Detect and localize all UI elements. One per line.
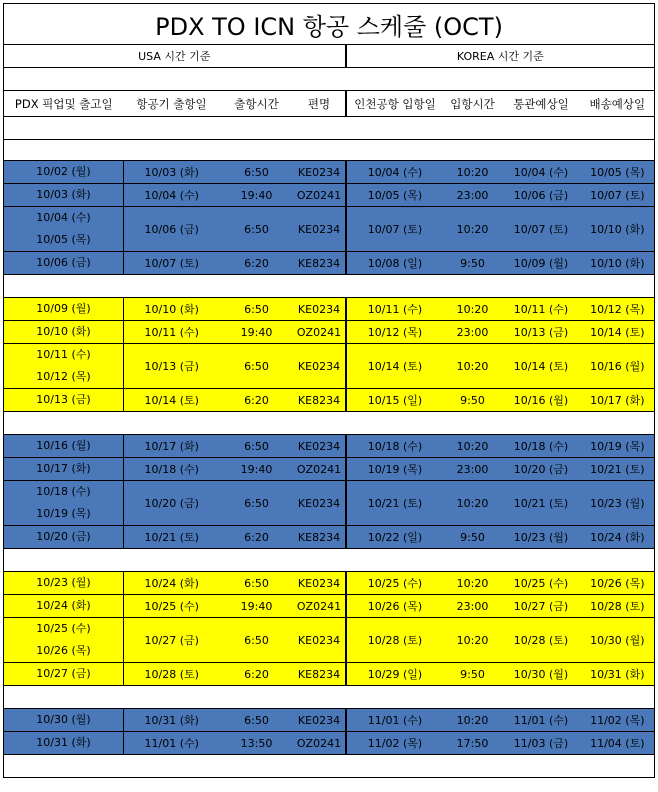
departure-date: 10/11 (수) (124, 321, 220, 344)
arrival-time: 23:00 (444, 321, 502, 344)
arrival-date: 10/29 (일) (346, 663, 444, 686)
schedule-row (4, 709, 655, 732)
pickup-date-cell (4, 161, 124, 184)
blank-row (4, 412, 655, 435)
pickup-date: 10/30 (월) (36, 713, 91, 726)
header-customs-date: 통관예상일 (502, 91, 581, 117)
week-gap-row (4, 686, 655, 709)
departure-time: 19:40 (220, 321, 294, 344)
departure-date: 10/24 (화) (124, 572, 220, 595)
flight-number: KE0234 (294, 298, 346, 321)
pickup-date: 10/16 (월) (36, 439, 91, 452)
pickup-date-cell (4, 389, 124, 412)
pickup-date: 10/04 (수) (36, 211, 91, 224)
flight-number: OZ0241 (294, 595, 346, 618)
arrival-date: 11/02 (목) (346, 732, 444, 755)
departure-date: 10/07 (토) (124, 252, 220, 275)
schedule-row (4, 207, 655, 252)
customs-date: 10/09 (월) (502, 252, 581, 275)
arrival-time: 23:00 (444, 184, 502, 207)
departure-time: 6:50 (220, 344, 294, 389)
departure-date: 10/10 (화) (124, 298, 220, 321)
flight-number: KE0234 (294, 572, 346, 595)
flight-number: OZ0241 (294, 321, 346, 344)
delivery-date: 10/05 (목) (581, 161, 655, 184)
pickup-date-cell (4, 526, 124, 549)
week-gap-row (4, 755, 655, 778)
customs-date: 10/11 (수) (502, 298, 581, 321)
arrival-time: 10:20 (444, 344, 502, 389)
flight-number: KE0234 (294, 481, 346, 526)
departure-date: 10/04 (수) (124, 184, 220, 207)
week-gap-row (4, 275, 655, 298)
delivery-date: 10/23 (월) (581, 481, 655, 526)
arrival-date: 10/11 (수) (346, 298, 444, 321)
arrival-time: 9:50 (444, 389, 502, 412)
customs-date: 10/20 (금) (502, 458, 581, 481)
departure-date: 10/31 (화) (124, 709, 220, 732)
pickup-date: 10/24 (화) (36, 599, 91, 612)
departure-date: 10/03 (화) (124, 161, 220, 184)
delivery-date: 10/24 (화) (581, 526, 655, 549)
arrival-date: 10/28 (토) (346, 618, 444, 663)
arrival-date: 10/22 (일) (346, 526, 444, 549)
delivery-date: 10/21 (토) (581, 458, 655, 481)
pickup-date-cell (4, 458, 124, 481)
flight-number: KE0234 (294, 618, 346, 663)
customs-date: 10/07 (토) (502, 207, 581, 252)
arrival-time: 9:50 (444, 526, 502, 549)
customs-date: 11/01 (수) (502, 709, 581, 732)
week-gap-row (4, 549, 655, 572)
arrival-date: 10/25 (수) (346, 572, 444, 595)
departure-time: 6:50 (220, 435, 294, 458)
flight-number: KE8234 (294, 389, 346, 412)
pickup-date-cell (4, 663, 124, 686)
arrival-time: 10:20 (444, 161, 502, 184)
delivery-date: 10/07 (토) (581, 184, 655, 207)
arrival-time: 9:50 (444, 252, 502, 275)
pickup-date-cell (4, 732, 124, 755)
delivery-date: 10/14 (토) (581, 321, 655, 344)
pickup-date-cell (4, 321, 124, 344)
schedule-row (4, 595, 655, 618)
pickup-date: 10/19 (목) (36, 507, 91, 520)
blank-row (4, 549, 655, 572)
departure-date: 10/28 (토) (124, 663, 220, 686)
delivery-date: 10/28 (토) (581, 595, 655, 618)
schedule-row (4, 321, 655, 344)
pickup-date: 10/13 (금) (36, 393, 91, 406)
schedule-row (4, 298, 655, 321)
arrival-date: 10/04 (수) (346, 161, 444, 184)
pickup-date: 10/09 (월) (36, 302, 91, 315)
customs-date: 10/21 (토) (502, 481, 581, 526)
departure-time: 6:50 (220, 709, 294, 732)
arrival-time: 23:00 (444, 458, 502, 481)
departure-date: 10/18 (수) (124, 458, 220, 481)
departure-date: 10/20 (금) (124, 481, 220, 526)
pickup-date-cell (4, 572, 124, 595)
departure-time: 19:40 (220, 595, 294, 618)
header-arrival-date: 인천공항 입항일 (346, 91, 444, 117)
delivery-date: 10/10 (화) (581, 252, 655, 275)
arrival-date: 10/21 (토) (346, 481, 444, 526)
arrival-time: 10:20 (444, 709, 502, 732)
departure-time: 6:20 (220, 526, 294, 549)
pickup-date-cell (4, 709, 124, 732)
pickup-date: 10/20 (금) (36, 530, 91, 543)
flight-number: KE0234 (294, 161, 346, 184)
korea-time-zone-label: KOREA 시간 기준 (346, 45, 655, 68)
customs-date: 10/30 (월) (502, 663, 581, 686)
delivery-date: 10/16 (월) (581, 344, 655, 389)
usa-time-zone-label: USA 시간 기준 (4, 45, 346, 68)
arrival-date: 11/01 (수) (346, 709, 444, 732)
arrival-time: 10:20 (444, 435, 502, 458)
departure-time: 6:50 (220, 207, 294, 252)
pickup-date: 10/03 (화) (36, 188, 91, 201)
departure-date: 10/25 (수) (124, 595, 220, 618)
departure-time: 6:50 (220, 298, 294, 321)
schedule-row (4, 618, 655, 663)
delivery-date: 11/02 (목) (581, 709, 655, 732)
delivery-date: 10/10 (화) (581, 207, 655, 252)
pickup-date-cell (4, 618, 124, 663)
departure-time: 6:50 (220, 572, 294, 595)
blank-row (4, 686, 655, 709)
arrival-date: 10/08 (일) (346, 252, 444, 275)
schedule-row (4, 572, 655, 595)
arrival-time: 10:20 (444, 618, 502, 663)
pickup-date: 10/31 (화) (36, 736, 91, 749)
delivery-date: 10/26 (목) (581, 572, 655, 595)
customs-date: 11/03 (금) (502, 732, 581, 755)
departure-time: 6:20 (220, 389, 294, 412)
schedule-row (4, 481, 655, 526)
pickup-date-cell (4, 481, 124, 526)
flight-number: KE8234 (294, 663, 346, 686)
pickup-date: 10/26 (목) (36, 644, 91, 657)
delivery-date: 10/30 (월) (581, 618, 655, 663)
departure-date: 10/21 (토) (124, 526, 220, 549)
page-title: PDX TO ICN 항공 스케줄 (OCT) (4, 4, 655, 45)
header-departure-date: 항공기 출항일 (124, 91, 220, 117)
schedule-row (4, 344, 655, 389)
spacer-row (4, 140, 655, 161)
delivery-date: 10/19 (목) (581, 435, 655, 458)
arrival-date: 10/14 (토) (346, 344, 444, 389)
schedule-row (4, 389, 655, 412)
header-departure-time: 출항시간 (220, 91, 294, 117)
departure-time: 6:50 (220, 161, 294, 184)
delivery-date: 10/31 (화) (581, 663, 655, 686)
departure-time: 6:50 (220, 618, 294, 663)
arrival-time: 23:00 (444, 595, 502, 618)
blank-row (4, 275, 655, 298)
pickup-date-cell (4, 252, 124, 275)
pickup-date-cell (4, 184, 124, 207)
pickup-date: 10/11 (수) (36, 348, 91, 361)
departure-date: 11/01 (수) (124, 732, 220, 755)
departure-time: 6:50 (220, 481, 294, 526)
schedule-row (4, 161, 655, 184)
flight-number: KE0234 (294, 709, 346, 732)
arrival-time: 10:20 (444, 298, 502, 321)
customs-date: 10/28 (토) (502, 618, 581, 663)
pickup-date: 10/27 (금) (36, 667, 91, 680)
arrival-date: 10/07 (토) (346, 207, 444, 252)
pickup-date: 10/12 (목) (36, 370, 91, 383)
flight-number: KE0234 (294, 435, 346, 458)
customs-date: 10/06 (금) (502, 184, 581, 207)
pickup-date-cell (4, 298, 124, 321)
departure-time: 6:20 (220, 663, 294, 686)
pickup-date-cell (4, 344, 124, 389)
arrival-date: 10/18 (수) (346, 435, 444, 458)
pickup-date: 10/06 (금) (36, 256, 91, 269)
pickup-date: 10/18 (수) (36, 485, 91, 498)
customs-date: 10/27 (금) (502, 595, 581, 618)
header-flight: 편명 (294, 91, 346, 117)
customs-date: 10/13 (금) (502, 321, 581, 344)
customs-date: 10/23 (월) (502, 526, 581, 549)
flight-number: KE8234 (294, 526, 346, 549)
flight-number: KE8234 (294, 252, 346, 275)
header-arrival-time: 입항시간 (444, 91, 502, 117)
customs-date: 10/16 (월) (502, 389, 581, 412)
customs-date: 10/18 (수) (502, 435, 581, 458)
departure-date: 10/27 (금) (124, 618, 220, 663)
departure-date: 10/14 (토) (124, 389, 220, 412)
schedule-row (4, 458, 655, 481)
pickup-date-cell (4, 435, 124, 458)
pickup-date: 10/25 (수) (36, 622, 91, 635)
schedule-row (4, 732, 655, 755)
schedule-row (4, 663, 655, 686)
schedule-row (4, 526, 655, 549)
arrival-date: 10/05 (목) (346, 184, 444, 207)
pickup-date-cell (4, 207, 124, 252)
schedule-row (4, 252, 655, 275)
pickup-date: 10/05 (목) (36, 233, 91, 246)
pickup-date-cell (4, 595, 124, 618)
departure-time: 13:50 (220, 732, 294, 755)
arrival-date: 10/12 (목) (346, 321, 444, 344)
pickup-date: 10/10 (화) (36, 325, 91, 338)
pickup-date: 10/02 (월) (36, 165, 91, 178)
flight-number: OZ0241 (294, 732, 346, 755)
schedule-row (4, 435, 655, 458)
arrival-time: 10:20 (444, 207, 502, 252)
flight-number: OZ0241 (294, 458, 346, 481)
customs-date: 10/04 (수) (502, 161, 581, 184)
arrival-date: 10/19 (목) (346, 458, 444, 481)
flight-number: KE0234 (294, 207, 346, 252)
blank-row (4, 68, 655, 91)
departure-time: 19:40 (220, 458, 294, 481)
arrival-time: 10:20 (444, 572, 502, 595)
week-gap-row (4, 412, 655, 435)
arrival-date: 10/15 (일) (346, 389, 444, 412)
flight-number: OZ0241 (294, 184, 346, 207)
schedule-row (4, 184, 655, 207)
arrival-date: 10/26 (목) (346, 595, 444, 618)
delivery-date: 10/17 (화) (581, 389, 655, 412)
pickup-date: 10/23 (월) (36, 576, 91, 589)
header-delivery-date: 배송예상일 (581, 91, 655, 117)
customs-date: 10/14 (토) (502, 344, 581, 389)
delivery-date: 10/12 (목) (581, 298, 655, 321)
arrival-time: 9:50 (444, 663, 502, 686)
delivery-date: 11/04 (토) (581, 732, 655, 755)
departure-time: 6:20 (220, 252, 294, 275)
blank-row (4, 117, 655, 140)
header-pickup: PDX 픽업및 출고일 (4, 91, 124, 117)
arrival-time: 10:20 (444, 481, 502, 526)
blank-row (4, 755, 655, 778)
departure-date: 10/17 (화) (124, 435, 220, 458)
flight-schedule-table (3, 3, 655, 778)
departure-date: 10/06 (금) (124, 207, 220, 252)
pickup-date: 10/17 (화) (36, 462, 91, 475)
departure-date: 10/13 (금) (124, 344, 220, 389)
departure-time: 19:40 (220, 184, 294, 207)
flight-number: KE0234 (294, 344, 346, 389)
arrival-time: 17:50 (444, 732, 502, 755)
customs-date: 10/25 (수) (502, 572, 581, 595)
